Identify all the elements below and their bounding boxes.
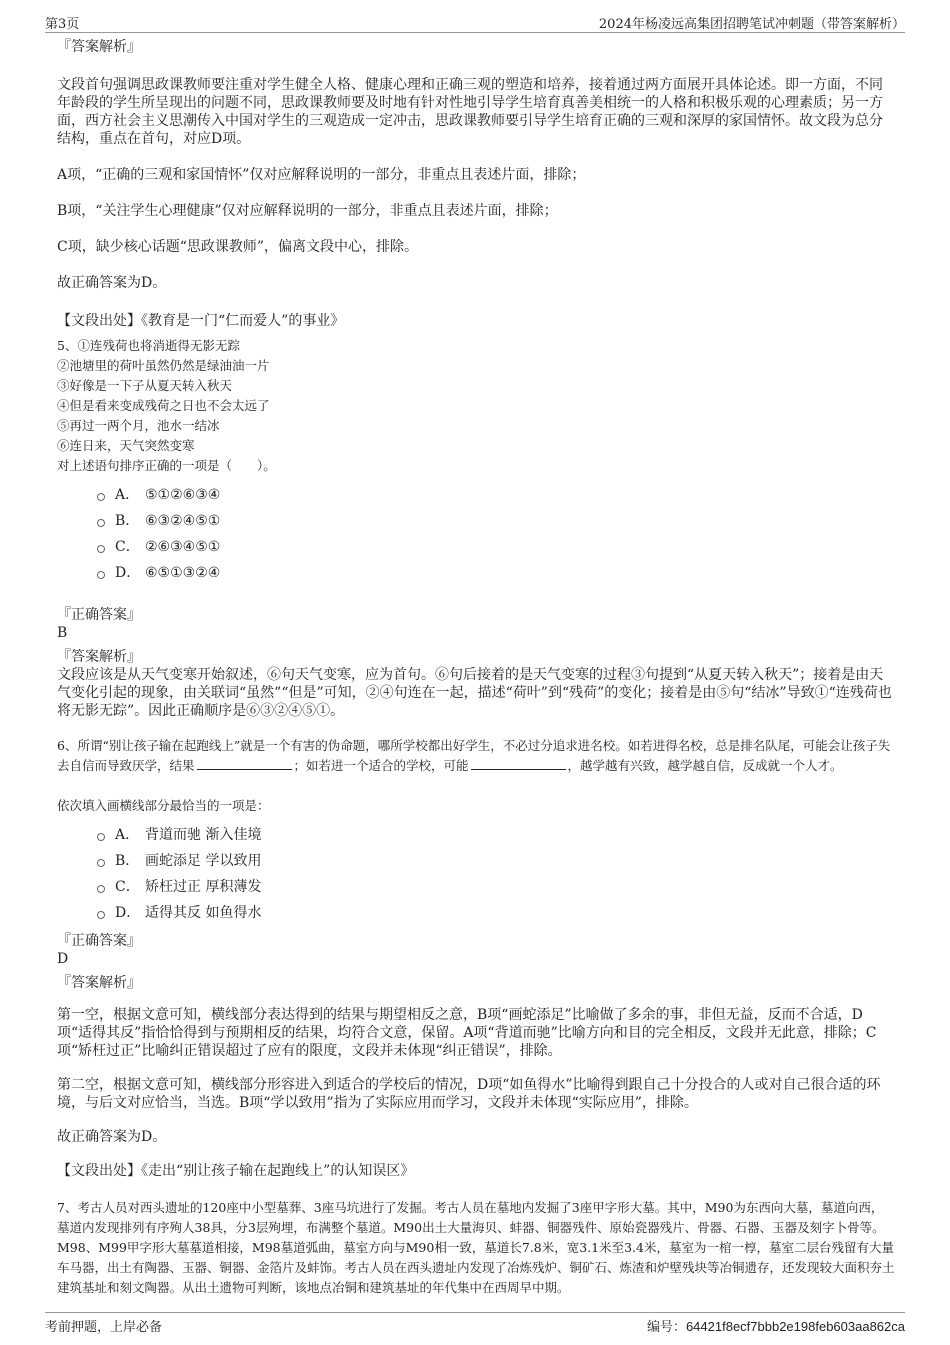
q5-answer: B: [57, 625, 68, 641]
q6-analysis-paragraph-2: 第二空，根据文意可知，横线部分形容进入到适合的学校后的情况，D项“如鱼得水”比喻得到跟自己十分投合的人或对自己很合适的环境，与后文对应恰当，当选。B项“学以致用”指为了实际应用而学习，文段并未体现“实际应用”，排除。: [57, 1077, 881, 1111]
document-body: [57, 38, 895, 1298]
radio-button-icon[interactable]: [97, 571, 105, 579]
page-header: [45, 10, 905, 33]
q6-option-b[interactable]: B． 画蛇添足 学以致用: [97, 848, 895, 874]
document-code: 编号：64421f8ecf7bbb2e198feb603aa862ca: [646, 1319, 905, 1335]
q6-option-c[interactable]: C． 矫枉过正 厚积薄发: [97, 874, 895, 900]
q5-option-a[interactable]: A． ⑤①②⑥③④: [97, 482, 895, 508]
q6-stem: 6、所谓“别让孩子输在起跑线上”就是一个有害的伪命题，哪所学校都出好学生，不必过分追求进名校。如若进得名校，总是排名队尾，可能会让孩子失去自信而导致厌学，结果 ；如若进一个适合的学校，可能 ，越学越有兴致，越学越自信，反成就一个人才。: [57, 738, 891, 773]
radio-button-icon[interactable]: [97, 833, 105, 841]
q5-analysis: 文段应该是从天气变寒开始叙述，⑥句天气变寒，应为首句。⑥句后接着的是天气变寒的过程③句提到“从夏天转入秋天”；接着是由天气变化引起的现象，由关联词“虽然”“但是”可知，②④句连在一起，描述“荷叶”到“残荷”的变化；接着是由⑤句“结冰”导致①“连残荷也将无影无踪”。因此正确顺序是⑥③②④⑤①。: [57, 667, 892, 719]
q6-answer-label: 『正确答案』: [57, 933, 141, 949]
q5-options: [97, 482, 895, 586]
radio-button-icon[interactable]: [97, 493, 105, 501]
radio-button-icon[interactable]: [97, 885, 105, 893]
q6-analysis-label: 『答案解析』: [57, 975, 141, 991]
q5-stem-line: ④但是看来变成残荷之日也不会太远了: [57, 398, 270, 413]
q5-stem: [57, 336, 895, 476]
q6-option-a[interactable]: A． 背道而驰 渐入佳境: [97, 822, 895, 848]
q5-stem-line: ②池塘里的荷叶虽然仍然是绿油油一片: [57, 358, 270, 373]
page-number: 第3页: [45, 17, 80, 32]
page-footer: [45, 1312, 905, 1335]
q7-stem: 7、考古人员对西头遗址的120座中小型墓葬、3座马坑进行了发掘。考古人员在墓地内发掘了3座甲字形大墓。其中，M90为东西向大墓，墓道向西，墓道内发现排列有序殉人38具，分3层殉埋，布满整个墓道。M90出土大量海贝、蚌器、铜器残件、原始瓷器残片、骨器、石器、玉器及刻字卜骨等。M98、M99甲字形大墓墓道相接，M98墓道弧曲，墓室方向与M90相一致，墓道长7.8米，宽3.1米至3.4米，墓室为一棺一椁，墓室二层台残留有大量车马器，出土有陶器、玉器、铜器、金箔片及蚌饰。考古人员在西头遗址内发现了冶炼残炉、铜矿石、炼渣和炉壁残块等冶铜遗存，还发现较大面积夯土建筑基址和刻文陶器。从出土遗物可判断，该地点冶铜和建筑基址的年代集中在西周早中期。: [57, 1200, 895, 1295]
q5-option-b[interactable]: B． ⑥③②④⑤①: [97, 508, 895, 534]
radio-button-icon[interactable]: [97, 545, 105, 553]
footer-slogan: 考前押题，上岸必备: [45, 1320, 163, 1335]
document-title: 2024年杨凌远高集团招聘笔试冲刺题（带答案解析）: [598, 17, 905, 32]
radio-button-icon[interactable]: [97, 859, 105, 867]
q5-stem-line: ⑥连日来，天气突然变寒: [57, 438, 195, 453]
radio-button-icon[interactable]: [97, 911, 105, 919]
fill-blank-1: [197, 757, 292, 770]
q5-option-d[interactable]: D． ⑥⑤①③②④: [97, 560, 895, 586]
q6-source: 【文段出处】《走出“别让孩子输在起跑线上”的认知误区》: [57, 1163, 415, 1179]
q5-stem-line: ⑤再过一两个月，池水一结冰: [57, 418, 220, 433]
q6-option-d[interactable]: D． 适得其反 如鱼得水: [97, 900, 895, 926]
q6-instruction: 依次填入画横线部分最恰当的一项是：: [57, 798, 270, 813]
q4-analysis-label: 『答案解析』: [57, 39, 141, 55]
q5-option-c[interactable]: C． ②⑥③④⑤①: [97, 534, 895, 560]
q6-options: [97, 822, 895, 926]
radio-button-icon[interactable]: [97, 519, 105, 527]
q5-stem-question: 对上述语句排序正确的一项是（ ）。: [57, 458, 276, 473]
q6-conclusion: 故正确答案为D。: [57, 1129, 167, 1145]
q5-analysis-label: 『答案解析』: [57, 649, 141, 665]
q4-analysis-option-a: A项，“正确的三观和家国情怀”仅对应解释说明的一部分，非重点且表述片面，排除；: [57, 167, 586, 183]
q4-analysis-option-c: C项，缺少核心话题“思政课教师”，偏离文段中心，排除。: [57, 239, 419, 255]
q4-analysis-option-b: B项，“关注学生心理健康”仅对应解释说明的一部分，非重点且表述片面，排除；: [57, 203, 558, 219]
q5-stem-line: 5、①连残荷也将消逝得无影无踪: [57, 338, 240, 353]
q4-analysis-paragraph: 文段首句强调思政课教师要注重对学生健全人格、健康心理和正确三观的塑造和培养，接着通过两方面展开具体论述。即一方面，不同年龄段的学生所呈现出的问题不同，思政课教师要及时地有针对性地引导学生培育真善美相统一的人格和积极乐观的心理素质；另一方面，西方社会主义思潮传入中国对学生的三观造成一定冲击，思政课教师要引导学生培育正确的三观和深厚的家国情怀。故文段为总分结构，重点在首句，对应D项。: [57, 77, 883, 147]
q6-analysis-paragraph-1: 第一空，根据文意可知，横线部分表达得到的结果与期望相反之意，B项“画蛇添足”比喻做了多余的事，非但无益，反而不合适，D项“适得其反”指恰恰得到与预期相反的结果，均符合文意，保留。A项“背道而驰”比喻方向和目的完全相反，文段并无此意，排除；C项“矫枉过正”比喻纠正错误超过了应有的限度，文段并未体现“纠正错误”，排除。: [57, 1007, 877, 1059]
q6-answer: D: [57, 951, 69, 967]
q4-conclusion: 故正确答案为D。: [57, 275, 167, 291]
q5-answer-label: 『正确答案』: [57, 607, 141, 623]
q5-stem-line: ③好像是一下子从夏天转入秋天: [57, 378, 233, 393]
q4-source: 【文段出处】《教育是一门“仁而爱人”的事业》: [57, 313, 345, 329]
fill-blank-2: [471, 757, 566, 770]
